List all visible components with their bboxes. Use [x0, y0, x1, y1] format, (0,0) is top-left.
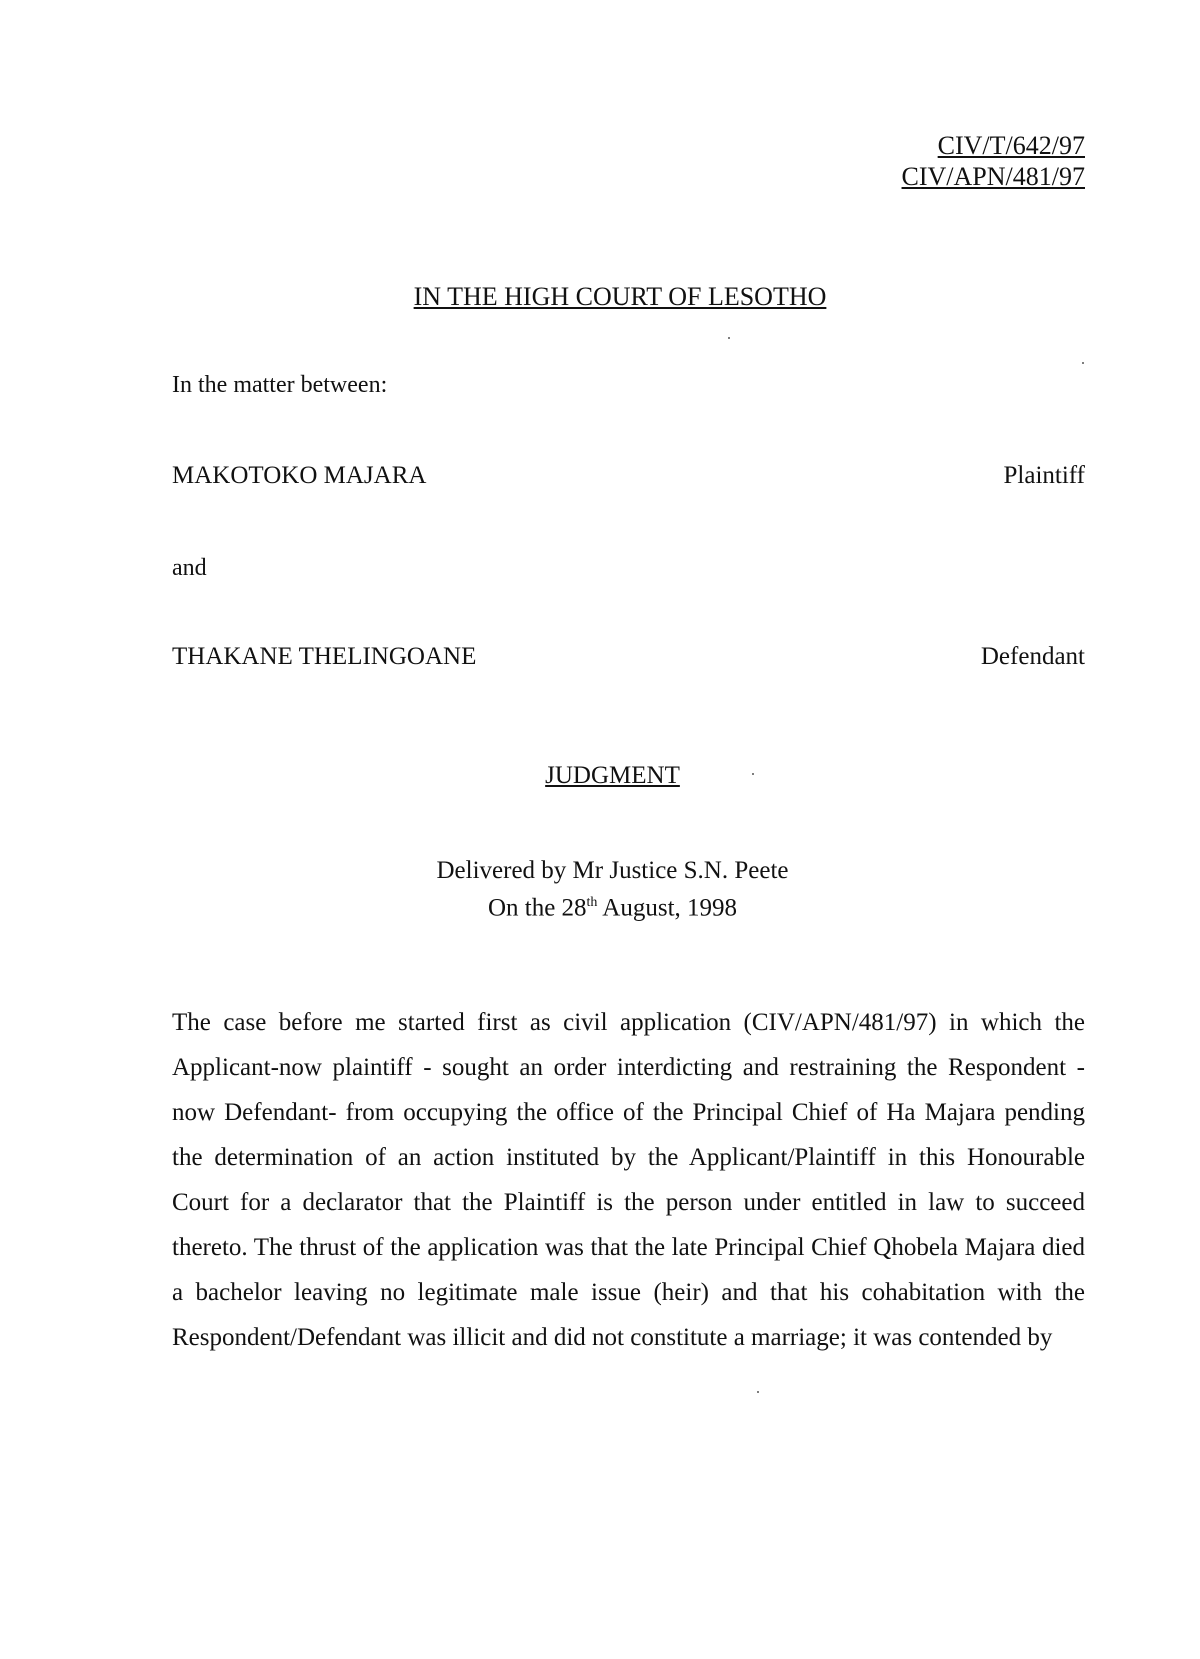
plaintiff-name: MAKOTOKO MAJARA [172, 462, 427, 489]
delivered-by: Delivered by Mr Justice S.N. Peete [436, 857, 789, 884]
plaintiff-row [172, 462, 1085, 490]
scan-speck [757, 1391, 759, 1393]
judgment-heading: JUDGMENT [545, 762, 680, 789]
delivery-info [0, 855, 1200, 924]
scan-speck [1082, 362, 1084, 364]
court-title: IN THE HIGH COURT OF LESOTHO [413, 282, 827, 311]
plaintiff-role: Plaintiff [1003, 462, 1085, 489]
case-number-civ-t: CIV/T/642/97 [937, 131, 1085, 160]
scan-speck [728, 337, 730, 339]
matter-intro: In the matter between: [172, 372, 388, 398]
defendant-row [172, 643, 1085, 671]
parties-conjunction: and [172, 555, 207, 581]
defendant-name: THAKANE THELINGOANE [172, 643, 477, 670]
case-number-civ-apn: CIV/APN/481/97 [901, 162, 1085, 191]
delivery-date-prefix: On the 28 [487, 894, 587, 922]
judgment-body-paragraph: The case before me started first as civil application (CIV/APN/481/97) in which the Applicant-now plaintiff - sought an order interdicting and restraining the Respondent - now Defendant- from occupying the office of the Principal Chief of Ha Majara pending the determination of an action instituted by the Applicant/Plaintiff in this Honourable Court for a declarator that the Plaintiff is the person under entitled in law to succeed thereto. The thrust of the application was that the late Principal Chief Qhobela Majara died a bachelor leaving no legitimate male issue (heir) and that his cohabitation with the Respondent/Defendant was illicit and did not constitute a marriage; it was contended by [172, 1009, 1085, 1351]
defendant-role: Defendant [980, 643, 1085, 670]
case-numbers [902, 130, 1085, 192]
delivery-date [25, 887, 1200, 924]
scan-speck [752, 773, 754, 775]
delivery-date-suffix: August, 1998 [597, 894, 738, 922]
delivery-date-ordinal: th [586, 895, 598, 910]
